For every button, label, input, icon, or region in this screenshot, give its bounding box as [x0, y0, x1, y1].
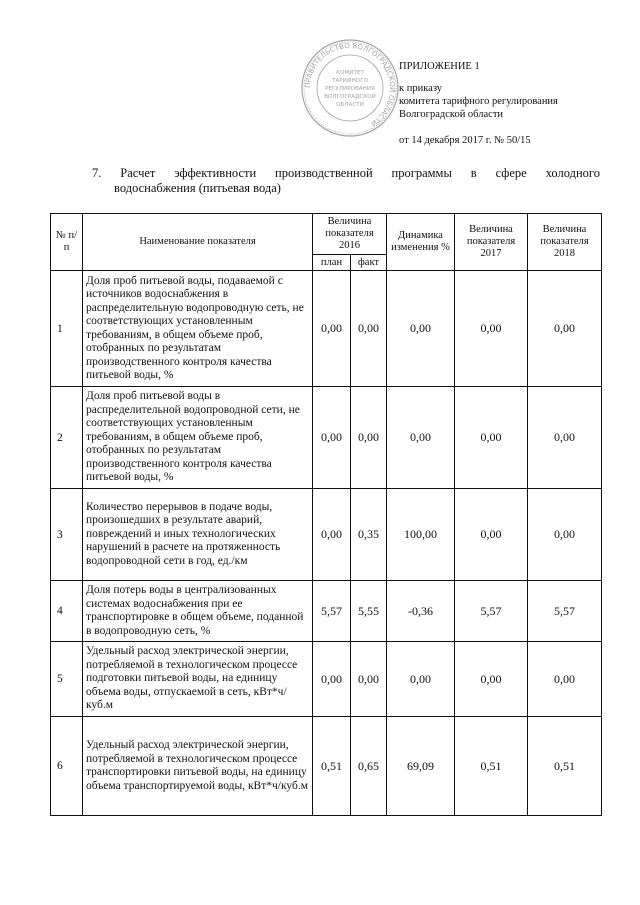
seal-line: КОМИТЕТ: [336, 70, 364, 76]
value-2017: 0,00: [455, 387, 528, 489]
dynamics-value: 100,00: [387, 489, 455, 581]
appendix-header: [399, 60, 558, 147]
value-2018: 0,00: [528, 387, 602, 489]
value-2018: 0,51: [528, 717, 602, 816]
col-header-2016: Величина показателя 2016: [313, 214, 387, 255]
fact-2016: 0,00: [351, 271, 387, 387]
table-row: [51, 489, 602, 581]
order-date-number: от 14 декабря 2017 г. № 50/15: [399, 135, 531, 146]
dynamics-value: 0,00: [387, 642, 455, 717]
efficiency-table: [50, 213, 602, 816]
col-header-plan: план: [313, 255, 351, 271]
dynamics-value: -0,36: [387, 581, 455, 642]
row-number: 1: [51, 271, 83, 387]
indicator-name: Доля проб питьевой воды в распределительной водопроводной сети, не соответствующих установленным требованиям, в общем объеме проб, отобранных по результатам производственного контроля качества питьевой воды, %: [83, 387, 313, 489]
plan-2016: 0,00: [313, 489, 351, 581]
dynamics-value: 0,00: [387, 387, 455, 489]
indicator-name: Удельный расход электрической энергии, потребляемой в технологическом процессе подготовки питьевой воды, на единицу объема воды, отпускаемой в сеть, кВт*ч/куб.м: [83, 642, 313, 717]
heading-line-2: водоснабжения (питьевая вода): [114, 181, 281, 195]
seal-line: ВОЛГОГРАДСКОЙ: [324, 94, 376, 100]
row-number: 3: [51, 489, 83, 581]
col-header-2018: Величина показателя 2018: [528, 214, 602, 271]
fact-2016: 0,00: [351, 387, 387, 489]
indicator-name: Доля проб питьевой воды, подаваемой с источников водоснабжения в распределительную водопроводную сеть, не соответствующих установленным требованиям, в общем объеме проб, отобранных по результатам производственного контроля качества питьевой воды, %: [83, 271, 313, 387]
heading-word: производственной: [275, 166, 373, 180]
table-row: [51, 387, 602, 489]
col-header-name: Наименование показателя: [83, 214, 313, 271]
col-header-2017: Величина показателя 2017: [455, 214, 528, 271]
value-2018: 0,00: [528, 489, 602, 581]
indicator-name: Доля потерь воды в централизованных системах водоснабжения при ее транспортировке в общем объеме, поданной в водопроводную сеть, %: [83, 581, 313, 642]
fact-2016: 0,35: [351, 489, 387, 581]
region-name: Волгоградской области: [399, 109, 504, 120]
section-heading: [92, 166, 600, 196]
appendix-title: ПРИЛОЖЕНИЕ 1: [399, 61, 480, 72]
table-row: [51, 717, 602, 816]
value-2017: 0,00: [455, 489, 528, 581]
value-2017: 0,00: [455, 642, 528, 717]
col-header-num: № п/п: [51, 214, 83, 271]
dynamics-value: 69,09: [387, 717, 455, 816]
indicator-name: Удельный расход электрической энергии, потребляемой в технологическом процессе транспортировки питьевой воды, на единицу объема транспортируемой воды, кВт*ч/куб.м: [83, 717, 313, 816]
plan-2016: 0,00: [313, 642, 351, 717]
table-row: [51, 271, 602, 387]
row-number: 2: [51, 387, 83, 489]
value-2017: 5,57: [455, 581, 528, 642]
heading-word: в: [470, 166, 477, 180]
row-number: 6: [51, 717, 83, 816]
row-number: 4: [51, 581, 83, 642]
committee-name: комитета тарифного регулирования: [399, 96, 558, 107]
fact-2016: 0,65: [351, 717, 387, 816]
official-seal: [300, 38, 400, 138]
plan-2016: 0,00: [313, 271, 351, 387]
table-row: [51, 642, 602, 717]
heading-word: сфере: [495, 166, 527, 180]
dynamics-value: 0,00: [387, 271, 455, 387]
value-2017: 0,51: [455, 717, 528, 816]
section-number: 7.: [92, 166, 102, 180]
value-2018: 0,00: [528, 271, 602, 387]
fact-2016: 0,00: [351, 642, 387, 717]
plan-2016: 5,57: [313, 581, 351, 642]
col-header-dynamics: Динамика изменения %: [387, 214, 455, 271]
table-row: [51, 581, 602, 642]
fact-2016: 5,55: [351, 581, 387, 642]
row-number: 5: [51, 642, 83, 717]
order-reference: к приказу: [399, 83, 442, 94]
seal-line: РЕГУЛИРОВАНИЯ: [325, 86, 375, 92]
heading-word: эффективности: [174, 166, 257, 180]
value-2018: 5,57: [528, 581, 602, 642]
heading-word: Расчет: [120, 166, 156, 180]
indicator-name: Количество перерывов в подаче воды, произошедших в результате аварий, повреждений и иных технологических нарушений в расчете на протяженность водопроводной сети в год, ед./км: [83, 489, 313, 581]
heading-word: холодного: [545, 166, 600, 180]
plan-2016: 0,00: [313, 387, 351, 489]
heading-word: программы: [391, 166, 452, 180]
col-header-fact: факт: [351, 255, 387, 271]
value-2018: 0,00: [528, 642, 602, 717]
value-2017: 0,00: [455, 271, 528, 387]
plan-2016: 0,51: [313, 717, 351, 816]
seal-ring-text: ПРАВИТЕЛЬСТВО ВОЛГОГРАДСКОЙ ОБЛАСТИ: [303, 41, 397, 128]
seal-line: ОБЛАСТИ: [336, 102, 364, 108]
seal-line: ТАРИФНОГО: [331, 78, 369, 84]
